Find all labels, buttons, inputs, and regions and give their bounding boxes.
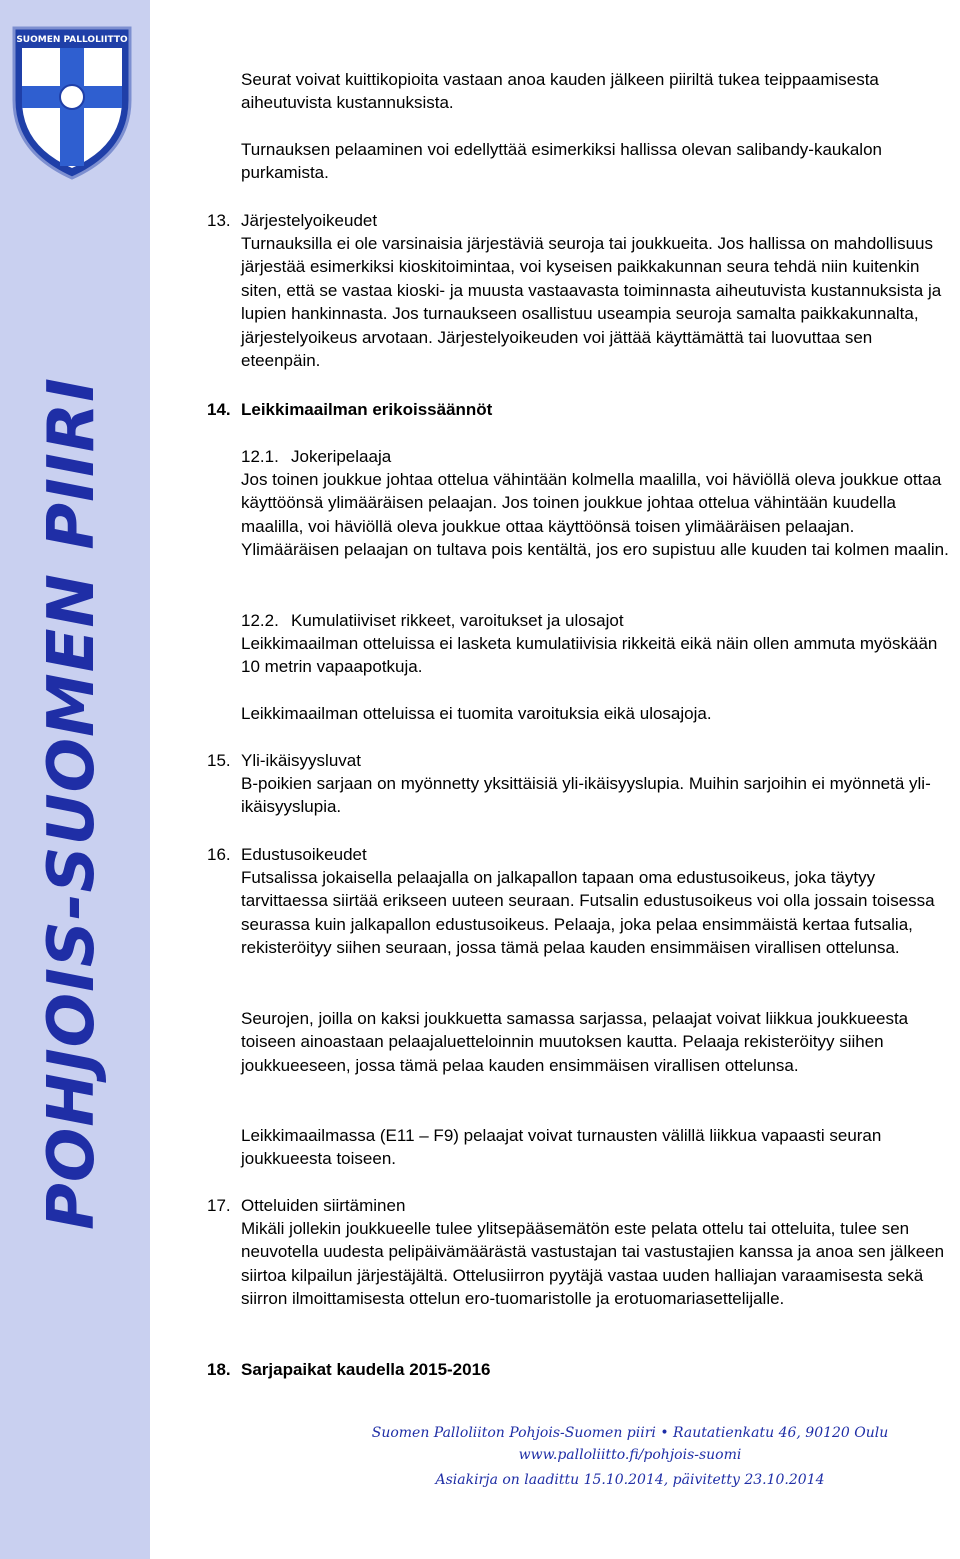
subsection-12-2-body-2: Leikkimaailman otteluissa ei tuomita varoituksia eikä ulosajoja. (241, 704, 712, 723)
footer-address: Suomen Palloliiton Pohjois-Suomen piiri • Rautatienkatu 46, 90120 Oulu (371, 1425, 889, 1441)
logo-text: SUOMEN PALLOLIITTO (16, 35, 128, 45)
footer-website-link[interactable]: www.palloliitto.fi/pohjois-suomi (518, 1447, 742, 1463)
sidebar (0, 0, 150, 1559)
subsection-12-1-number: 12.1. (241, 447, 279, 466)
section-13-title: Järjestelyoikeudet (241, 211, 378, 230)
section-13-number: 13. (207, 211, 231, 230)
section-14-number: 14. (207, 400, 231, 419)
intro-paragraph-2: Turnauksen pelaaminen voi edellyttää esimerkiksi hallissa olevan salibandy-kaukalon purkamista. (241, 140, 882, 183)
section-16-paragraph-3: Leikkimaailmassa (E11 – F9) pelaajat voivat turnausten välillä liikkua vapaasti seuran joukkueesta toiseen. (241, 1126, 882, 1169)
section-13-body: Turnauksilla ei ole varsinaisia järjestäviä seuroja tai joukkueita. Jos hallissa on mahdollisuus järjestää esimerkiksi kioskitoimintaa, voi kyseisen paikkakunnan seura tehdä niin kuitenkin siten, että se vastaa kioski- ja muusta vastaavasta toiminnasta aiheutuvista kustannuksista ja lupien hankinnasta. Jos turnaukseen osallistuu useampia seuroja samalta paikkakunnalta, järjestelyoikeus arvotaan. Järjestelyoikeuden voi jättää käyttämättä tai luovuttaa sen eteenpäin. (241, 234, 942, 371)
section-15-body: B-poikien sarjaan on myönnetty yksittäisiä yli-ikäisyyslupia. Muihin sarjoihin ei myönnetä yli-ikäisyyslupia. (241, 774, 931, 817)
palloliitto-logo (8, 22, 136, 182)
sidebar-vertical-title: POHJOIS-SUOMEN PIIRI (35, 377, 109, 1230)
subsection-12-2-number: 12.2. (241, 611, 279, 630)
section-17-number: 17. (207, 1196, 231, 1215)
section-16-paragraph-1: Futsalissa jokaisella pelaajalla on jalkapallon tapaan oma edustusoikeus, joka täytyy tarvittaessa siirtää erikseen uuteen seuraan. Futsalin edustusoikeus voi olla jossain toisessa seurassa kuin jalkapallon edustusoikeus. Pelaaja, joka pelaa ensimmäistä kertaa futsalia, rekisteröityy siihen seuraan, jossa tämä pelaa kauden ensimmäisen virallisen ottelunsa. (241, 868, 935, 958)
section-17-title: Otteluiden siirtäminen (241, 1196, 406, 1215)
subsection-12-1-body: Jos toinen joukkue johtaa ottelua vähintään kolmella maalilla, voi häviöllä oleva joukkue ottaa käyttöönsä ylimääräisen pelaajan. Jos toinen joukkue johtaa ottelua vähintään kuudella maalilla, voi häviöllä oleva joukkue ottaa käyttöönsä toisen ylimääräisen pelaajan. Ylimääräisen pelaajan on tultava pois kentältä, jos ero supistuu alle kuuden tai kolmen maalin. (241, 470, 949, 560)
intro-paragraph-1: Seurat voivat kuittikopioita vastaan anoa kauden jälkeen piiriltä tukea teippaamisesta aiheutuvista kustannuksista. (241, 70, 879, 113)
section-16-paragraph-2: Seurojen, joilla on kaksi joukkuetta samassa sarjassa, pelaajat voivat liikkua joukkueesta toiseen ainoastaan pelaajaluetteloinnin muutoksen kautta. Pelaaja rekisteröityy siihen joukkueeseen, jossa tämä pelaa kauden ensimmäisen virallisen ottelunsa. (241, 1009, 909, 1075)
section-15-title: Yli-ikäisyysluvat (241, 751, 361, 770)
subsection-12-2-body-1: Leikkimaailman otteluissa ei lasketa kumulatiivisia rikkeitä eikä näin ollen ammuta myöskään 10 metrin vapaapotkuja. (241, 634, 938, 677)
section-15-number: 15. (207, 751, 231, 770)
footer-document-dates: Asiakirja on laadittu 15.10.2014, päivitetty 23.10.2014 (435, 1472, 825, 1488)
section-14-title: Leikkimaailman erikoissäännöt (241, 400, 493, 419)
section-16-number: 16. (207, 845, 231, 864)
section-18-number: 18. (207, 1360, 231, 1379)
section-16-title: Edustusoikeudet (241, 845, 367, 864)
subsection-12-2-title: Kumulatiiviset rikkeet, varoitukset ja ulosajot (291, 611, 624, 630)
section-18-title: Sarjapaikat kaudella 2015-2016 (241, 1360, 491, 1379)
section-17-body: Mikäli jollekin joukkueelle tulee ylitsepääsemätön este pelata ottelu tai otteluita, tulee sen neuvotella uudesta pelipäivämäärästä vastustajan tai vastustajien kanssa ja anoa sen jälkeen siirtoa kilpailun järjestäjältä. Ottelusiirron pyytäjä vastaa uuden halliajan varaamisesta sekä siirron ilmoittamisesta ottelun ero-tuomaristolle ja erotuomariasettelijalle. (241, 1219, 945, 1309)
subsection-12-1-title: Jokeripelaaja (291, 447, 392, 466)
